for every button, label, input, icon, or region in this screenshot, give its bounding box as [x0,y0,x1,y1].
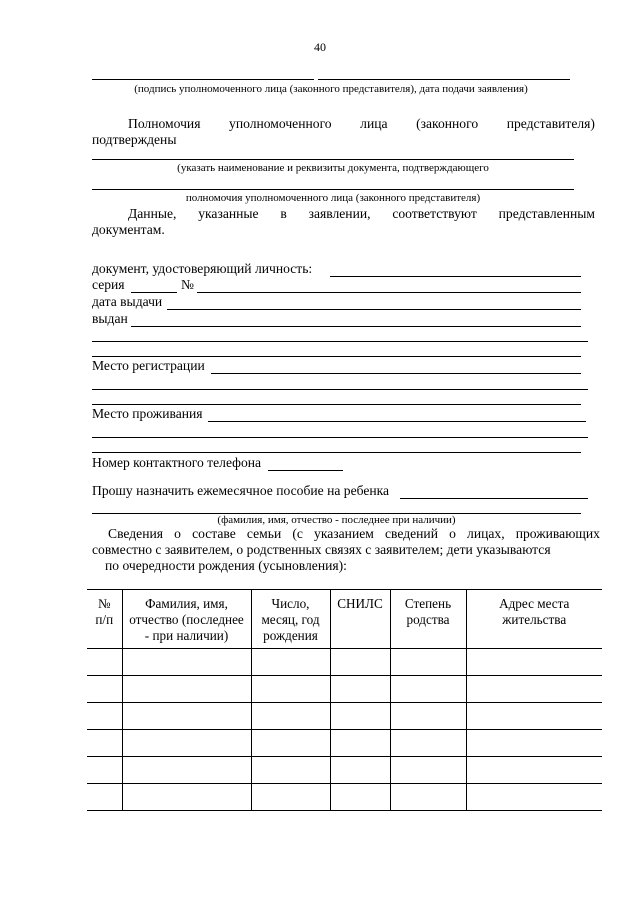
page-number: 40 [314,40,326,54]
conformity-documents: документам. [92,222,165,237]
authority-word: (законного [416,116,479,131]
family-info-word: составе [192,526,236,541]
number-field[interactable] [197,292,581,293]
table-header-3: СНИЛС [330,590,390,649]
residence-label: Место проживания [92,406,203,421]
table-row [87,649,602,676]
table-cell[interactable] [390,676,466,703]
table-cell[interactable] [251,649,330,676]
authority-caption-2: полномочия уполномоченного лица (законного представителя) [185,192,481,204]
authority-document-line [92,159,574,160]
registration-label: Место регистрации [92,358,205,373]
authority-word: Полномочия [128,116,201,131]
table-cell[interactable] [390,757,466,784]
family-info-word: указанием [314,526,374,541]
table-header-0: № п/п [87,590,122,649]
table-cell[interactable] [122,757,251,784]
family-info-line-3: по очередности рождения (усыновления): [105,558,347,573]
phone-label: Номер контактного телефона [92,455,262,470]
signature-caption: (подпись уполномоченного лица (законного представителя), дата подачи заявления) [134,83,528,95]
table-cell[interactable] [122,676,251,703]
family-info-word: лицах, [467,526,505,541]
authority-caption-1: (указать наименование и реквизиты документа, подтверждающего [177,162,489,174]
issue-date-field[interactable] [167,309,581,310]
residence-field-3[interactable] [92,452,581,453]
authority-confirmed: подтверждены [92,132,177,147]
table-header-1: Фамилия, имя, отчество (последнее - при наличии) [122,590,251,649]
number-label: № [181,277,194,292]
residence-field-2[interactable] [92,437,588,438]
table-row [87,703,602,730]
conformity-word: представленным [498,206,595,221]
id-document-field[interactable] [330,276,581,277]
table-cell[interactable] [466,757,602,784]
table-header-2: Число, месяц, год рождения [251,590,330,649]
table-row [87,676,602,703]
table-cell[interactable] [87,784,122,811]
family-info-line [108,526,600,542]
table-cell[interactable] [251,757,330,784]
issued-by-field-3[interactable] [92,356,581,357]
family-info-word: проживающих [515,526,600,541]
conformity-word: указанные [198,206,259,221]
table-cell[interactable] [122,730,251,757]
table-cell[interactable] [330,676,390,703]
table-cell[interactable] [251,703,330,730]
registration-field-2[interactable] [92,389,588,390]
table-cell[interactable] [251,784,330,811]
family-info-word: семьи [246,526,282,541]
conformity-line [128,206,595,222]
table-cell[interactable] [122,703,251,730]
table-cell[interactable] [466,784,602,811]
authority-word: лица [360,116,388,131]
family-info-word: Сведения [108,526,164,541]
request-text: Прошу назначить ежемесячное пособие на ребенка [92,483,390,498]
issued-by-field[interactable] [131,326,581,327]
issued-by-field-2[interactable] [92,341,588,342]
table-row [87,730,602,757]
table-cell[interactable] [390,784,466,811]
table-header-4: Степень родства [390,590,466,649]
table-cell[interactable] [330,649,390,676]
family-info-word: о [449,526,456,541]
issued-by-label: выдан [92,311,128,326]
table-row [87,784,602,811]
table-cell[interactable] [122,784,251,811]
table-cell[interactable] [330,730,390,757]
table-cell[interactable] [390,649,466,676]
table-cell[interactable] [251,730,330,757]
table-cell[interactable] [466,676,602,703]
table-row [87,757,602,784]
date-line [318,79,570,80]
signature-line [92,79,314,80]
table-cell[interactable] [330,757,390,784]
table-header-5: Адрес места жительства [466,590,602,649]
authority-word: представителя) [506,116,595,131]
table-cell[interactable] [390,730,466,757]
table-cell[interactable] [466,703,602,730]
table-cell[interactable] [87,676,122,703]
authority-document-line-2 [92,189,574,190]
series-field[interactable] [131,292,177,293]
table-cell[interactable] [466,730,602,757]
table-cell[interactable] [251,676,330,703]
table-cell[interactable] [330,703,390,730]
table-cell[interactable] [122,649,251,676]
registration-field-3[interactable] [92,404,581,405]
table-cell[interactable] [87,757,122,784]
table-cell[interactable] [87,703,122,730]
child-name-caption: (фамилия, имя, отчество - последнее при наличии) [217,514,456,526]
conformity-word: заявлении, [308,206,371,221]
family-info-line-2: совместно с заявителем, о родственных связях с заявителем; дети указываются [92,542,551,557]
table-cell[interactable] [87,649,122,676]
family-info-word: сведений [384,526,438,541]
family-table [87,589,602,811]
child-name-field[interactable] [400,498,588,499]
authority-word: уполномоченного [229,116,332,131]
conformity-word: Данные, [128,206,177,221]
table-cell[interactable] [330,784,390,811]
series-label: серия [92,277,125,292]
table-cell[interactable] [390,703,466,730]
family-info-word: (с [292,526,303,541]
id-document-label: документ, удостоверяющий личность: [92,261,313,276]
conformity-word: соответствуют [392,206,477,221]
issue-date-label: дата выдачи [92,294,163,309]
authority-line [128,116,595,132]
family-info-word: о [174,526,181,541]
table-cell[interactable] [466,649,602,676]
residence-field[interactable] [208,421,586,422]
phone-field[interactable] [268,470,343,471]
table-cell[interactable] [87,730,122,757]
conformity-word: в [280,206,287,221]
registration-field[interactable] [211,373,581,374]
